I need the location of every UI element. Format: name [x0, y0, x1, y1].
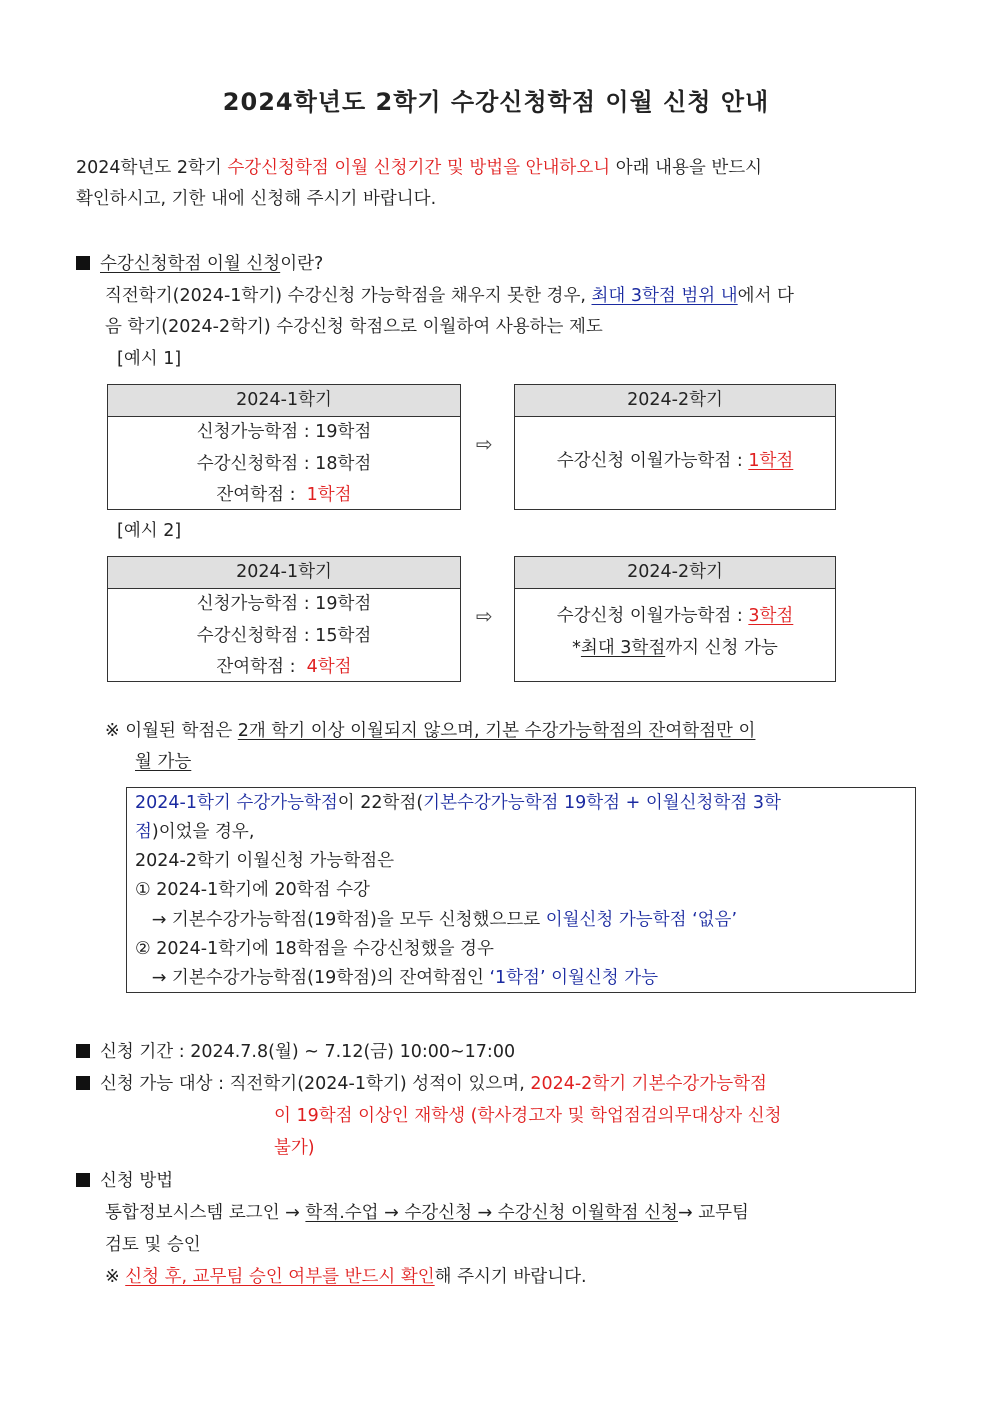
method-heading-text: 신청 방법	[100, 1171, 174, 1191]
note-line-2	[135, 817, 254, 847]
box-header: 2024-2학기	[515, 385, 835, 417]
section-desc-line-2: 음 학기(2024-2학기) 수강신청 학점으로 이월하여 사용하는 제도	[105, 317, 603, 337]
method-line-1	[105, 1198, 749, 1229]
right-arrow-icon: ⇨	[476, 432, 493, 456]
intro-text: 2024학년도 2학기	[76, 158, 228, 178]
notice-text: 이월된 학점은	[125, 721, 238, 741]
remaining-label: 잔여학점 :	[216, 485, 307, 505]
note-text: )이었을 경우,	[151, 822, 255, 842]
note-line-7	[135, 963, 658, 993]
remaining-label: 잔여학점 :	[216, 657, 307, 677]
method-note-rest: 해 주시기 바랍니다.	[434, 1267, 587, 1287]
note-highlight: 점	[135, 822, 152, 842]
carry-over-label: 수강신청 이월가능학점 :	[556, 606, 749, 626]
eligibility-line-3: 불가)	[274, 1138, 315, 1158]
eligibility-line-1	[76, 1069, 767, 1100]
period-text: 신청 기간 : 2024.7.8(월) ~ 7.12(금) 10:00~17:00	[100, 1042, 516, 1062]
desc-text-end: 에서 다	[737, 286, 794, 306]
intro-line-2: 확인하시고, 기한 내에 신청해 주시기 바랍니다.	[76, 189, 437, 209]
example-note-box	[126, 787, 916, 993]
method-text-end: → 교무팀	[677, 1203, 749, 1223]
example-1-label: [예시 1]	[117, 349, 182, 369]
note-line-1	[135, 788, 781, 818]
square-bullet-icon	[76, 256, 90, 270]
section-desc-line-1	[105, 281, 794, 312]
example-1-previous-term-box	[107, 384, 461, 510]
carry-over-line	[515, 601, 835, 633]
eligibility-highlight: 2024-2학기 기본수강가능학점	[530, 1074, 767, 1094]
application-period	[76, 1037, 515, 1068]
method-note-highlight: 신청 후, 교무팀 승인 여부를 반드시 확인	[125, 1267, 435, 1287]
box-line: 신청가능학점 : 19학점	[196, 422, 372, 442]
box-line: 신청가능학점 : 19학점	[196, 594, 372, 614]
carry-over-line	[515, 446, 835, 478]
note-highlight: 이월신청 가능학점 ‘없음’	[545, 910, 738, 930]
box-header: 2024-1학기	[108, 385, 460, 417]
max-credit-highlight: 최대 3학점 범위 내	[591, 286, 738, 306]
method-line-2: 검토 및 승인	[105, 1235, 201, 1255]
max-note-underlined: 최대 3학점	[580, 637, 666, 658]
note-line-5	[135, 905, 737, 935]
notice-underlined: 2개 학기 이상 이월되지 않으며, 기본 수강가능학점의 잔여학점만 이	[237, 721, 756, 741]
carry-over-value: 1학점	[748, 451, 794, 471]
eligibility-line-2: 이 19학점 이상인 재학생 (학사경고자 및 학업점검의무대상자 신청	[274, 1106, 782, 1126]
method-heading	[76, 1166, 173, 1197]
notice-underlined-cont: 월 가능	[135, 752, 192, 772]
desc-text: 직전학기(2024-1학기) 수강신청 가능학점을 채우지 못한 경우,	[105, 286, 592, 306]
example-2-next-term-box	[514, 556, 836, 682]
note-highlight: 기본수강가능학점 19학점 + 이월신청학점 3학	[423, 793, 781, 813]
example-2-label: [예시 2]	[117, 521, 182, 541]
note-text: 이 22학점(	[337, 793, 424, 813]
intro-line-1	[76, 153, 762, 184]
note-line-4: ① 2024-1학기에 20학점 수강	[135, 880, 370, 900]
box-header: 2024-2학기	[515, 557, 835, 589]
remaining-credits-line	[108, 652, 460, 684]
note-highlight: ‘1학점’ 이월신청 가능	[489, 968, 659, 988]
square-bullet-icon	[76, 1173, 90, 1187]
example-2-previous-term-box	[107, 556, 461, 682]
intro-text-end: 아래 내용을 반드시	[610, 158, 763, 178]
box-line: 수강신청학점 : 18학점	[196, 453, 372, 474]
note-highlight: 2024-1학기 수강가능학점	[135, 793, 338, 813]
remaining-credits-line	[108, 480, 460, 512]
notice-line-2	[135, 747, 191, 778]
carry-over-label: 수강신청 이월가능학점 :	[556, 451, 749, 471]
section-what-is-heading	[76, 249, 323, 280]
example-1-next-term-box	[514, 384, 836, 510]
note-line-3: 2024-2학기 이월신청 가능학점은	[135, 851, 395, 871]
carry-over-value: 3학점	[748, 606, 794, 626]
intro-highlight: 수강신청학점 이월 신청기간 및 방법을 안내하오니	[227, 158, 611, 178]
max-note-line	[515, 633, 835, 665]
box-header: 2024-1학기	[108, 557, 460, 589]
eligibility-text: 신청 가능 대상 : 직전학기(2024-1학기) 성적이 있으며,	[100, 1074, 531, 1094]
reference-mark: ※	[105, 1267, 126, 1287]
section-heading-rest: 이란?	[280, 254, 324, 274]
document-title: 2024학년도 2학기 수강신청학점 이월 신청 안내	[222, 88, 770, 116]
right-arrow-icon: ⇨	[476, 604, 493, 628]
remaining-value: 1학점	[306, 485, 352, 505]
method-note	[105, 1262, 587, 1293]
note-line-6: ② 2024-1학기에 18학점을 수강신청했을 경우	[135, 939, 494, 959]
asterisk: *	[572, 637, 581, 658]
remaining-value: 4학점	[306, 657, 352, 677]
max-note-rest: 까지 신청 가능	[665, 637, 778, 658]
notice-line-1	[105, 716, 755, 747]
note-text: → 기본수강가능학점(19학점)을 모두 신청했으므로	[135, 910, 546, 930]
method-path-underlined: 학적.수업 → 수강신청 → 수강신청 이월학점 신청	[305, 1203, 678, 1223]
reference-mark: ※	[105, 721, 126, 741]
note-text: → 기본수강가능학점(19학점)의 잔여학점인	[135, 968, 490, 988]
method-text: 통합정보시스템 로그인 →	[105, 1203, 306, 1223]
section-heading-underlined: 수강신청학점 이월 신청	[100, 254, 281, 274]
square-bullet-icon	[76, 1044, 90, 1058]
box-line: 수강신청학점 : 15학점	[196, 625, 372, 646]
square-bullet-icon	[76, 1076, 90, 1090]
